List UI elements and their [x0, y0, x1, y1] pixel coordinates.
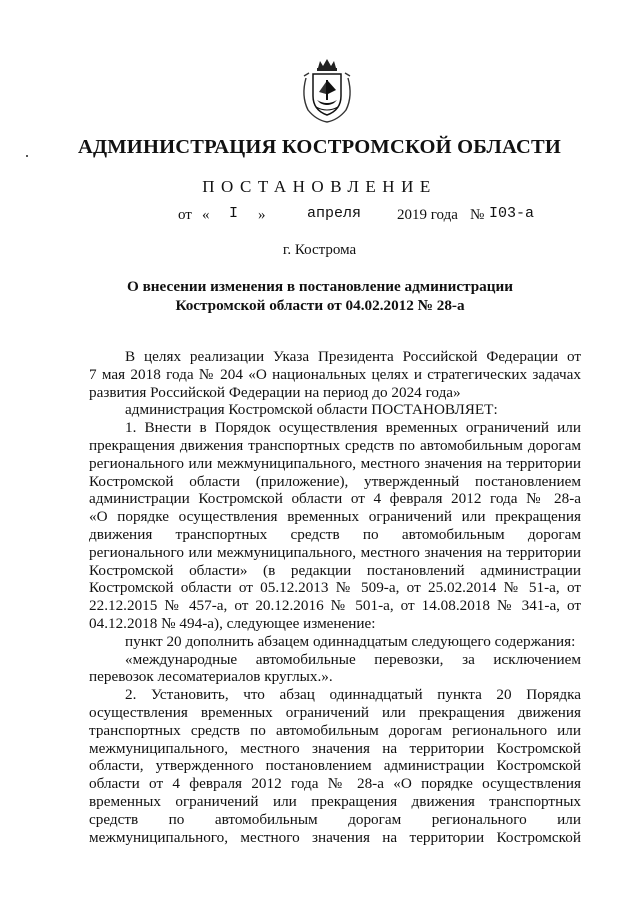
- body-line: регионального или межмуниципального, местного значения на территории: [89, 543, 581, 561]
- date-year: 2019 года: [397, 207, 458, 223]
- coat-of-arms-emblem: [298, 58, 356, 124]
- body-line: 04.12.2018 № 494-а), следующее изменение:: [89, 614, 376, 632]
- body-line: 22.12.2015 № 457-а, от 20.12.2016 № 501-а, от 14.08.2018 № 341-а, от: [89, 597, 581, 615]
- body-line: 1. Внести в Порядок осуществления временных ограничений или: [125, 419, 581, 437]
- date-prefix: от: [178, 207, 192, 223]
- body-line: перевозок лесоматериалов круглых.».: [89, 668, 333, 686]
- body-line: временных ограничений или прекращения движения транспортных: [89, 792, 581, 810]
- city-line: г. Кострома: [282, 242, 357, 258]
- date-day: I: [229, 205, 239, 222]
- date-quote-close: »: [258, 207, 266, 223]
- organization-title: АДМИНИСТРАЦИЯ КОСТРОМСКОЙ ОБЛАСТИ: [77, 136, 562, 158]
- body-line: межмуниципального, местного значения на территории Костромской: [89, 739, 581, 757]
- body-line: 2. Установить, что абзац одиннадцатый пункта 20 Порядка: [125, 686, 581, 704]
- document-number: I03-а: [489, 205, 535, 222]
- date-month: апреля: [307, 205, 362, 222]
- body-line: «международные автомобильные перевозки, за исключением: [125, 650, 581, 668]
- body-line: межмуниципального, местного значения на территории Костромской: [89, 828, 581, 846]
- body-line: прекращения движения транспортных средств по автомобильным дорогам: [89, 436, 581, 454]
- body-line: регионального или межмуниципального, местного значения на территории: [89, 454, 581, 472]
- body-line: В целях реализации Указа Президента Российской Федерации от: [125, 348, 581, 365]
- body-line: осуществления временных ограничений или прекращения движения: [89, 703, 581, 721]
- body-line: развития Российской Федерации на период до 2024 года»: [89, 383, 461, 401]
- number-sign: №: [470, 207, 485, 223]
- body-line: области, утвержденного постановлением администрации Костромской: [89, 757, 581, 775]
- body-line: Костромской области от 05.12.2013 № 509-а, от 25.02.2014 № 51-а, от: [89, 579, 581, 597]
- body-line: администрации Костромской области от 4 февраля 2012 года № 28-а: [89, 490, 581, 508]
- body-line: транспортных средств по автомобильным дорогам регионального или: [89, 721, 581, 739]
- document-body: [89, 348, 581, 846]
- document-type: ПОСТАНОВЛЕНИЕ: [202, 177, 437, 196]
- body-line: 7 мая 2018 года № 204 «О национальных целях и стратегических задачах: [89, 365, 581, 383]
- document-subject: [100, 277, 540, 315]
- body-line: пункт 20 дополнить абзацем одиннадцатым следующего содержания:: [125, 632, 576, 650]
- body-line: области от 4 февраля 2012 года № 28-а «О порядке осуществления: [89, 775, 581, 793]
- body-line: администрация Костромской области ПОСТАНОВЛЯЕТ:: [125, 401, 498, 419]
- subject-line-1: О внесении изменения в постановление администрации: [126, 278, 514, 295]
- date-quote-open: «: [202, 207, 210, 223]
- body-line: Костромской области» (в редакции постановлений администрации: [89, 561, 581, 579]
- body-line: движения транспортных средств по автомобильным дорогам: [89, 525, 581, 543]
- body-line: Костромской области (приложение), утвержденный постановлением: [89, 472, 581, 490]
- body-line: средств по автомобильным дорогам регионального или: [89, 810, 581, 828]
- subject-line-2: Костромской области от 04.02.2012 № 28-а: [175, 297, 465, 314]
- body-line: «О порядке осуществления временных ограничений или прекращения: [89, 508, 581, 526]
